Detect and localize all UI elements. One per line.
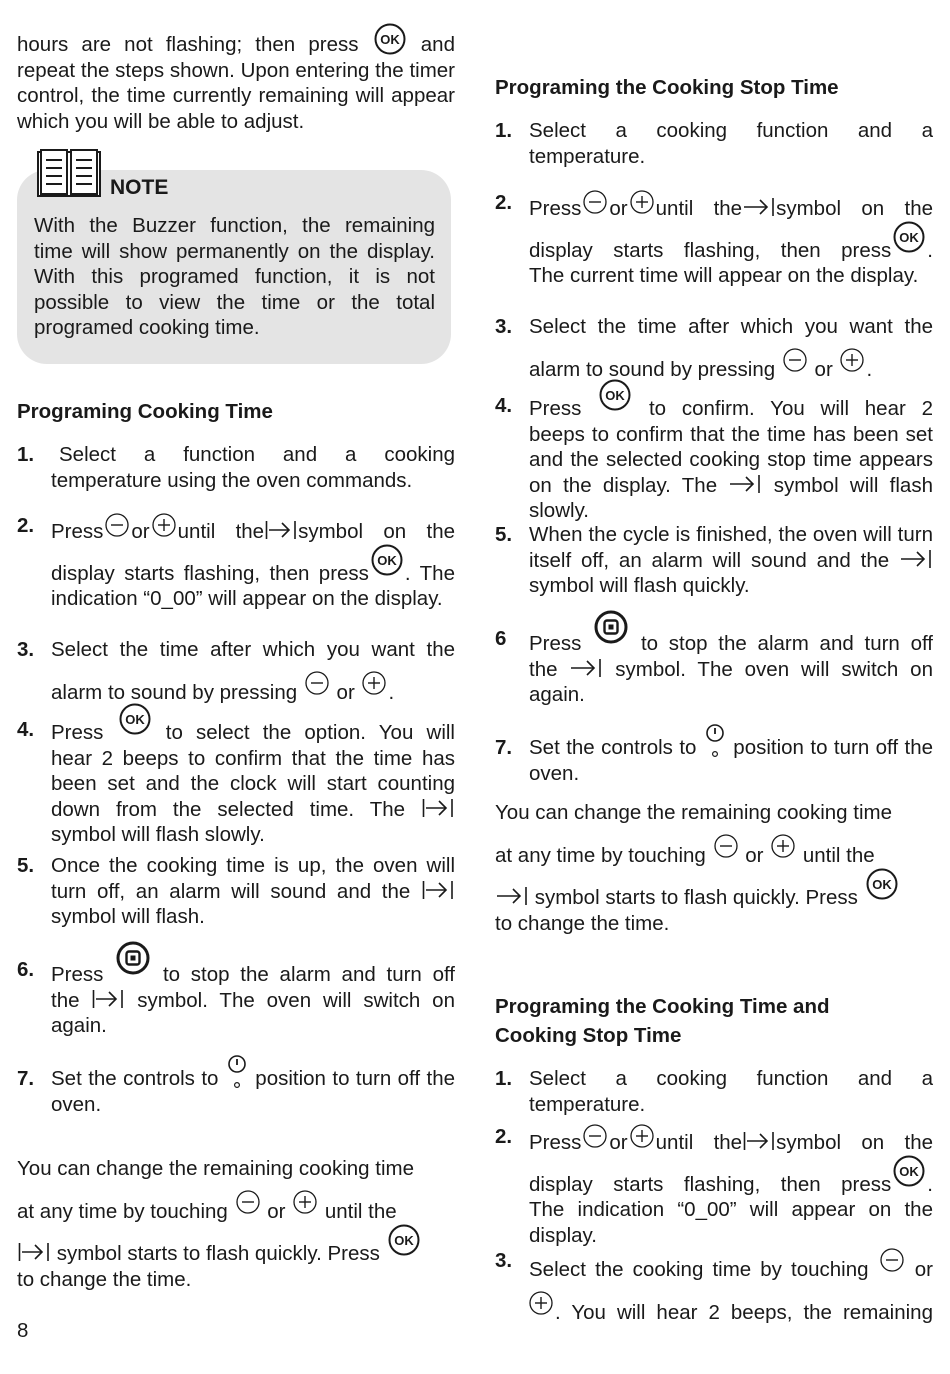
step-text: display starts flashing, then press — [529, 238, 892, 262]
step-text: hear 2 beeps to confirm that the time has been set and the clock will start counting down from the selected time. The — [51, 746, 455, 821]
end-time-symbol-icon — [496, 885, 528, 907]
step-item — [17, 442, 455, 493]
step-text: Set the controls to — [51, 1067, 219, 1090]
step-item — [17, 513, 455, 612]
step-text: Select a cooking function and a temperature. — [529, 119, 933, 168]
minus-button-icon — [583, 1124, 607, 1148]
step-number: 6 — [495, 627, 507, 650]
step-text: Select the time after which you want the — [529, 315, 933, 338]
step-text: beeps to confirm that the time has been set and the selected cooking stop time appears on the display. The — [529, 422, 933, 497]
step-text: . You will hear 2 beeps, the remaining — [555, 1300, 933, 1324]
step-text: Press — [51, 520, 104, 543]
change-time-paragraph — [17, 1156, 455, 1292]
step-number: 1. — [495, 1067, 513, 1090]
step-text: symbol will flash slowly. — [51, 823, 265, 846]
step-item — [495, 522, 933, 599]
off-position-icon — [227, 1055, 247, 1089]
minus-button-icon — [105, 513, 129, 537]
duration-symbol-icon — [743, 1130, 775, 1152]
note-book-icon — [37, 148, 101, 200]
section-title: Programing the Cooking Stop Time — [495, 76, 839, 99]
change-text: at any time by touching — [495, 843, 706, 867]
change-text: until the — [324, 1199, 397, 1223]
step-text: . — [388, 680, 395, 704]
step-number: 1. — [17, 443, 35, 466]
duration-symbol-icon — [422, 879, 454, 901]
minus-button-icon — [783, 348, 807, 372]
duration-symbol-icon — [92, 988, 124, 1010]
section-title-line: Programing the Cooking Time and — [495, 995, 830, 1018]
step-text: symbol on the — [776, 197, 933, 220]
step-text: Press — [529, 1131, 582, 1154]
stop-button-icon — [594, 610, 628, 644]
step-item — [17, 853, 455, 930]
step-text: or — [336, 680, 355, 704]
step-text: symbol. The oven will switch on again. — [529, 657, 933, 706]
step-text: symbol will flash slowly. — [529, 473, 933, 522]
step-text: Press — [529, 397, 582, 420]
intro-text: and — [420, 33, 455, 56]
change-text: You can change the remaining cooking time — [495, 801, 892, 824]
change-text: symbol starts to flash quickly. Press — [534, 886, 858, 909]
step-text: symbol on the — [298, 520, 455, 543]
minus-button-icon — [236, 1190, 260, 1214]
plus-button-icon — [152, 513, 176, 537]
step-item — [495, 190, 933, 289]
plus-button-icon — [293, 1190, 317, 1214]
step-text: symbol will flash. — [51, 905, 205, 928]
change-text: You can change the remaining cooking time — [17, 1157, 414, 1180]
step-text: Press — [51, 963, 104, 986]
step-item — [495, 1248, 933, 1325]
ok-button-icon — [893, 1155, 925, 1187]
change-text: at any time by touching — [17, 1199, 228, 1223]
step-text: or — [131, 520, 150, 543]
change-time-paragraph — [495, 800, 933, 936]
step-text: The indication “0_00” will appear on the display. — [529, 1198, 933, 1247]
step-number: 4. — [495, 394, 513, 417]
note-title: NOTE — [110, 176, 169, 199]
step-text: position to turn off the oven. — [529, 736, 933, 785]
plus-button-icon — [529, 1291, 553, 1315]
ok-button-icon — [893, 221, 925, 253]
change-text: until the — [802, 843, 875, 867]
step-text: Press — [529, 632, 582, 655]
step-item — [495, 1124, 933, 1248]
plus-button-icon — [630, 190, 654, 214]
intro-text: repeat the steps shown. Upon entering the timer control, the time currently remaining will appear which you will be able to adjust. — [17, 58, 455, 133]
end-time-symbol-icon — [900, 548, 932, 570]
end-time-symbol-icon — [729, 473, 761, 495]
step-number: 2. — [495, 1125, 513, 1148]
step-text: . — [866, 357, 873, 381]
step-text: Select a cooking function and a temperature. — [529, 1067, 933, 1116]
step-text: The current time will appear on the display. — [529, 264, 919, 287]
step-item — [495, 1066, 933, 1117]
step-text: Set the controls to — [529, 736, 697, 759]
step-number: 2. — [17, 514, 35, 537]
note-box — [17, 170, 451, 364]
step-text: display starts flashing, then press — [51, 561, 369, 585]
step-text: to stop the alarm and turn off — [162, 963, 456, 986]
step-text: to select the option. You will — [165, 721, 455, 744]
step-item — [495, 393, 933, 524]
step-item — [17, 1066, 455, 1117]
step-text: or — [814, 357, 833, 381]
minus-button-icon — [305, 671, 329, 695]
stop-button-icon — [116, 941, 150, 975]
plus-button-icon — [840, 348, 864, 372]
step-number: 5. — [495, 523, 513, 546]
step-number: 3. — [17, 638, 35, 661]
step-text: When the cycle is finished, the oven will turn itself off, an alarm will sound and the — [529, 523, 933, 572]
step-text: to confirm. You will hear 2 — [648, 397, 933, 420]
step-number: 5. — [17, 854, 35, 877]
step-text: to stop the alarm and turn off — [640, 632, 934, 655]
step-item — [17, 717, 455, 848]
page-number: 8 — [17, 1319, 29, 1342]
step-item — [495, 626, 933, 708]
step-text: indication “0_00” will appear on the display. — [51, 587, 443, 610]
step-text: symbol on the — [776, 1131, 933, 1154]
step-number: 6. — [17, 958, 35, 981]
plus-button-icon — [362, 671, 386, 695]
ok-button-icon — [866, 868, 898, 900]
step-text: Press — [529, 197, 582, 220]
minus-button-icon — [583, 190, 607, 214]
off-position-icon — [705, 724, 725, 758]
change-text: to change the time. — [17, 1267, 192, 1291]
step-item — [17, 637, 455, 705]
step-text: display starts flashing, then press — [529, 1172, 892, 1196]
duration-symbol-icon — [18, 1241, 50, 1263]
minus-button-icon — [880, 1248, 904, 1272]
step-text: . — [927, 238, 933, 262]
ok-button-icon — [371, 544, 403, 576]
minus-button-icon — [714, 834, 738, 858]
step-item — [495, 314, 933, 382]
ok-button-icon — [599, 379, 631, 411]
step-text: . The — [404, 561, 455, 585]
step-text: until the — [655, 1131, 743, 1154]
step-text: the — [51, 988, 80, 1012]
step-number: 2. — [495, 191, 513, 214]
section-title-line: Cooking Stop Time — [495, 1024, 682, 1047]
ok-button-icon — [374, 23, 406, 55]
step-text: the — [529, 657, 558, 681]
step-item — [495, 118, 933, 169]
step-number: 7. — [17, 1067, 35, 1090]
step-number: 3. — [495, 315, 513, 338]
ok-button-icon — [119, 703, 151, 735]
section-title: Programing Cooking Time — [17, 400, 273, 423]
duration-symbol-icon — [422, 797, 454, 819]
step-text: Select the cooking time by touching — [529, 1258, 869, 1281]
intro-text: hours are not flashing; then press — [17, 33, 359, 56]
change-text: symbol starts to flash quickly. Press — [56, 1242, 380, 1265]
end-time-symbol-icon — [570, 657, 602, 679]
step-text: alarm to sound by pressing — [529, 357, 776, 381]
step-item — [17, 957, 455, 1039]
step-text: Select a function and a cooking temperature using the oven commands. — [51, 443, 455, 492]
change-text: or — [745, 843, 764, 867]
step-text: position to turn off the oven. — [51, 1067, 455, 1116]
step-number: 1. — [495, 119, 513, 142]
step-text: Select the time after which you want the — [51, 638, 455, 661]
step-text: Once the cooking time is up, the oven will turn off, an alarm will sound and the — [51, 854, 455, 903]
duration-symbol-icon — [265, 519, 297, 541]
end-time-symbol-icon — [743, 196, 775, 218]
section-title — [495, 992, 830, 1050]
note-text: With the Buzzer function, the remaining time will show permanently on the display. With this programed function, it is not possible to view the time or the total programed cooking time. — [34, 214, 435, 339]
intro-paragraph — [17, 32, 455, 134]
step-text: or — [914, 1258, 933, 1281]
step-text: until the — [655, 197, 743, 220]
step-number: 4. — [17, 718, 35, 741]
change-text: or — [267, 1199, 286, 1223]
ok-button-icon — [388, 1224, 420, 1256]
step-text: Press — [51, 721, 104, 744]
plus-button-icon — [630, 1124, 654, 1148]
change-text: to change the time. — [495, 911, 670, 935]
step-text: symbol. The oven will switch on again. — [51, 988, 455, 1037]
step-text: until the — [177, 520, 265, 543]
step-text: alarm to sound by pressing — [51, 680, 298, 704]
plus-button-icon — [771, 834, 795, 858]
step-item — [495, 735, 933, 786]
step-text: or — [609, 197, 628, 220]
step-text: . — [927, 1172, 933, 1196]
step-text: or — [609, 1131, 628, 1154]
step-number: 3. — [495, 1249, 513, 1272]
step-text: symbol will flash quickly. — [529, 574, 750, 597]
step-number: 7. — [495, 736, 513, 759]
